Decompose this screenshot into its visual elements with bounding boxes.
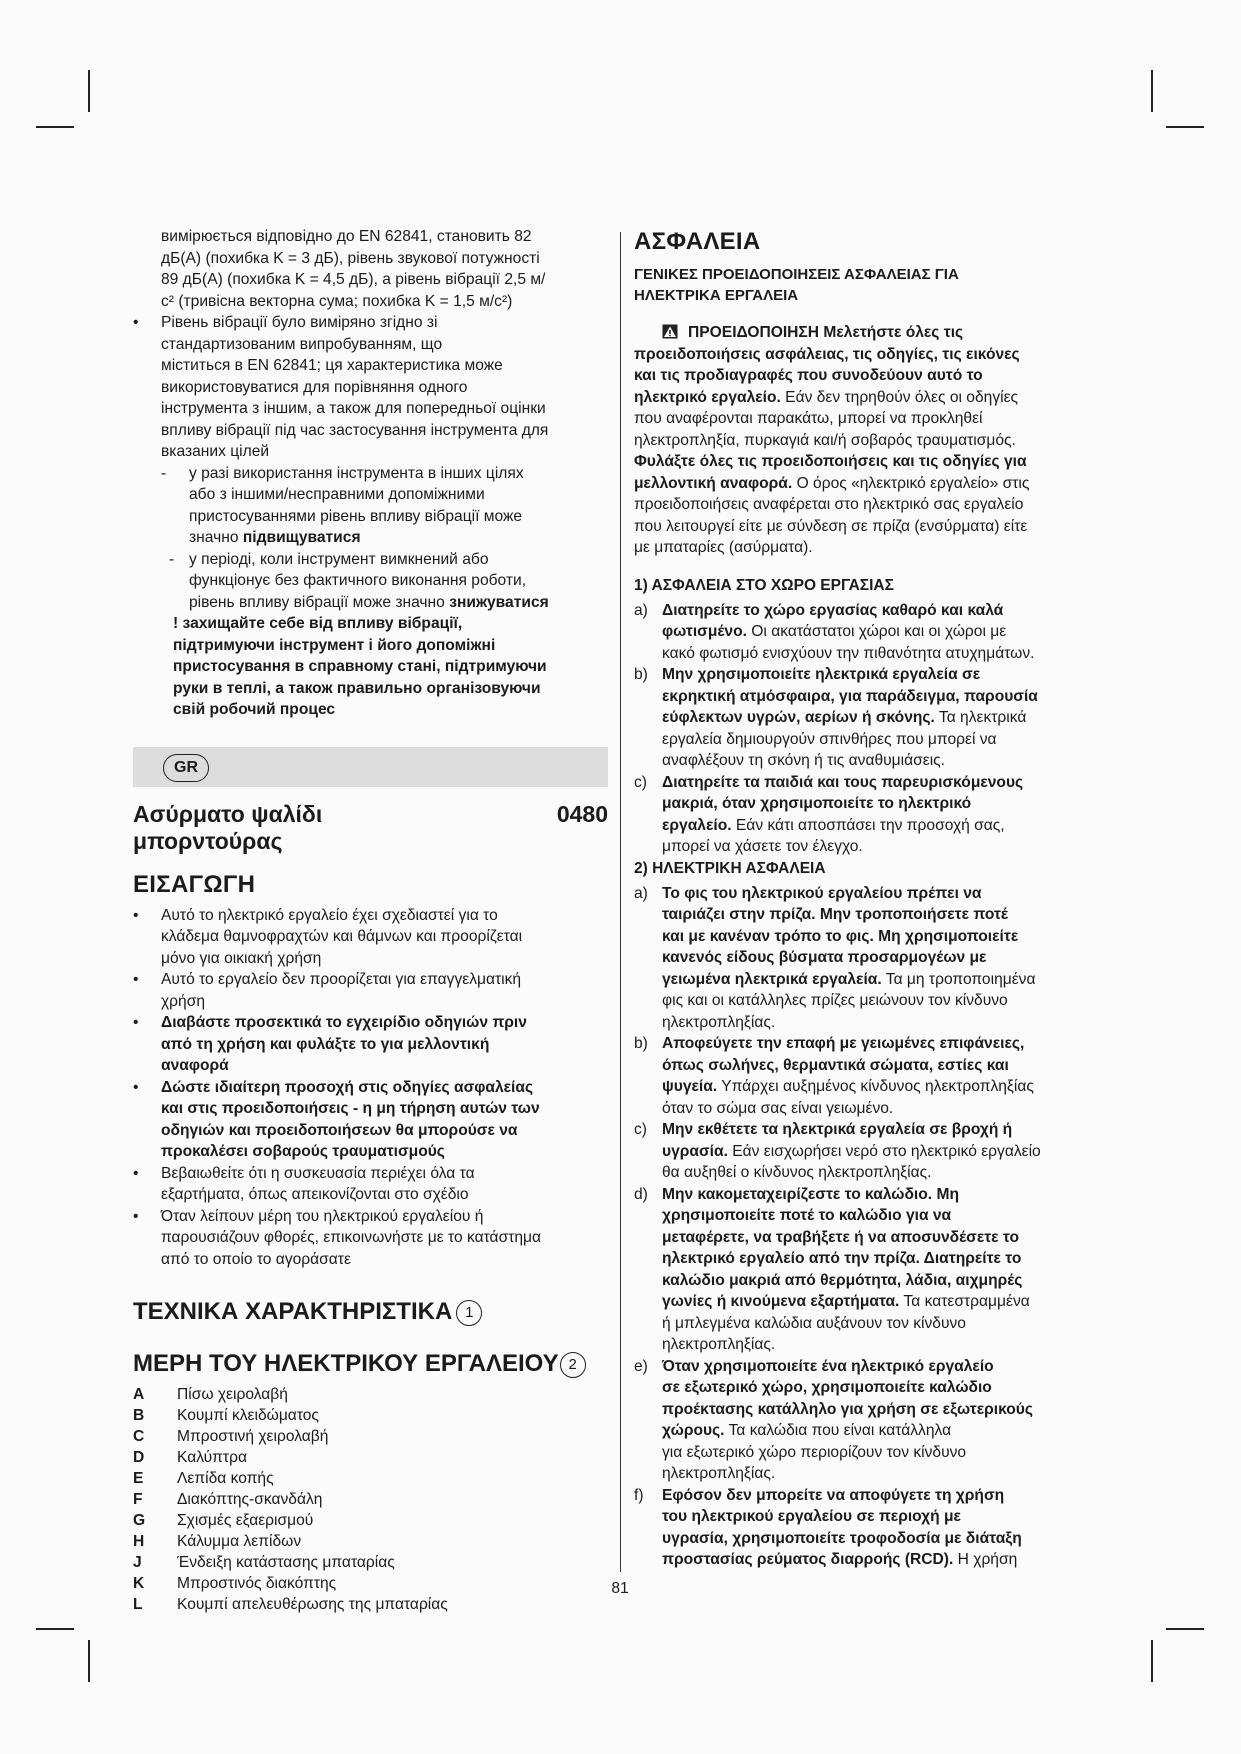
parts-key: B xyxy=(133,1407,145,1424)
text-line xyxy=(662,1076,1120,1098)
crop-mark xyxy=(88,1640,90,1682)
text-line: Αυτό το εργαλείο δεν προορίζεται για επαγγελματική xyxy=(161,971,522,988)
vibration-bullet xyxy=(133,312,608,463)
text-line: για εξωτερικό χώρο περιορίζουν τον κίνδυνο xyxy=(662,1443,967,1461)
parts-label: Κουμπί απελευθέρωσης της μπαταρίας xyxy=(177,1596,448,1613)
bullet-dot-icon: • xyxy=(133,906,139,924)
crop-mark xyxy=(1166,1628,1204,1630)
crop-mark xyxy=(88,70,90,112)
parts-label: Κάλυμμα λεπίδων xyxy=(177,1533,302,1550)
text-line: και τις προδιαγραφές που συνοδεύουν αυτό το xyxy=(634,367,983,384)
normal-text: Τα μη τροποποιημένα xyxy=(881,970,1036,988)
intro-bullet xyxy=(133,1077,608,1163)
crop-mark xyxy=(36,1628,74,1630)
parts-label: Λεπίδα κοπής xyxy=(177,1470,274,1487)
text-line: ΠΡΟΕΙΔΟΠΟΙΗΣΗ Μελετήστε όλες τις xyxy=(688,324,964,341)
parts-label: Πίσω χειρολαβή xyxy=(177,1386,288,1403)
text-line: μεταφέρετε, να τραβήξετε ή να αποσυνδέσετε το xyxy=(662,1228,1019,1246)
dash-item-decrease xyxy=(133,549,608,614)
parts-row xyxy=(133,1594,608,1615)
text-line: міститься в EN 62841; ця характеристика може xyxy=(161,357,503,374)
bold-text: ψυγεία. xyxy=(662,1078,718,1095)
text-line: Αυτό το ηλεκτρικό εργαλείο έχει σχεδιαστεί για το xyxy=(161,906,498,924)
text-line: κλάδεμα θαμνοφραχτών και θάμνων και προορίζεται xyxy=(161,928,523,945)
text-line: μακριά, όταν χρησιμοποιείτε το ηλεκτρικό xyxy=(662,795,972,812)
parts-label: Σχισμές εξαερισμού xyxy=(177,1512,314,1529)
item-letter: b) xyxy=(634,666,648,683)
normal-text: Η χρήση xyxy=(953,1551,1018,1568)
text-line: με μπαταρίες (ασύρματα). xyxy=(634,539,813,556)
normal-text: Εάν κάτι αποσπάσει την προσοχή σας, xyxy=(731,816,1005,834)
section-1-title: 1) ΑΣΦΑΛΕΙΑ ΣΤΟ ΧΩΡΟ ΕΡΓΑΣΙΑΣ xyxy=(634,576,894,594)
text-line: вимірюється відповідно до EN 62841, становить 82 xyxy=(161,228,532,245)
intro-bullet xyxy=(133,1206,608,1271)
parts-row xyxy=(133,1405,608,1426)
safety-item xyxy=(634,600,1120,665)
text-line: Φυλάξτε όλες τις προειδοποιήσεις και τις οδηγίες για xyxy=(634,453,1027,470)
language-badge: GR xyxy=(163,754,209,782)
parts-list xyxy=(133,1384,608,1615)
intro-bullet xyxy=(133,1012,608,1077)
normal-text: Οι ακατάστατοι χώροι και οι χώροι με xyxy=(746,623,1007,640)
intro-bullet-list xyxy=(133,905,608,1271)
intro-heading: ΕΙΣΑΓΩΓΗ xyxy=(133,870,256,898)
normal-text: Εάν εισχωρήσει νερό στο ηλεκτρικό εργαλείο xyxy=(727,1142,1041,1160)
text-line: εξαρτήματα, όπως απεικονίζονται στο σχέδιο xyxy=(161,1186,469,1203)
text-line: пристосування в справному стані, підтримуючи xyxy=(173,658,547,675)
bold-text: εργαλείο. xyxy=(662,816,732,834)
bold-text: ηλεκτρικό εργαλείο. xyxy=(634,388,781,406)
text-line: εργαλεία δημιουργούν σπινθήρες που μπορεί να xyxy=(662,730,997,748)
parts-row xyxy=(133,1384,608,1405)
text-line: або з іншими/несправними допоміжними xyxy=(189,486,485,503)
parts-row xyxy=(133,1510,608,1531)
warning-paragraph xyxy=(634,322,1120,559)
text-line: у разі використання інструмента в інших цілях xyxy=(189,464,524,482)
section-1-list xyxy=(634,600,1120,858)
text-line: κακό φωτισμό ενισχύουν την πιθανότητα ατυχημάτων. xyxy=(662,644,1035,662)
text-line: ή μπλεγμένα καλώδια αυξάνουν τον κίνδυνο xyxy=(662,1314,966,1332)
safety-item xyxy=(634,1184,1120,1356)
bold-text: γωνίες ή κινούμενα εξαρτήματα. xyxy=(662,1293,900,1310)
text-line: Διατηρείτε τα παιδιά και τους παρευρισκόμενους xyxy=(662,773,1024,791)
right-column xyxy=(634,226,1120,1571)
parts-key: A xyxy=(133,1386,145,1403)
item-letter: e) xyxy=(634,1357,648,1375)
bold-text: χώρους. xyxy=(662,1422,725,1439)
parts-key: L xyxy=(133,1596,143,1613)
text-line xyxy=(662,1420,1120,1442)
product-title-line: μπορντούρας xyxy=(133,827,283,854)
product-title-line: Ασύρματο ψαλίδι xyxy=(133,800,323,827)
text-line: ΗΛΕΚΤΡΙΚΑ ΕΡΓΑΛΕΙΑ xyxy=(634,287,799,304)
normal-text: Τα καλώδια που είναι κατάλληλα xyxy=(724,1422,952,1439)
bold-text: μελλοντική αναφορά. xyxy=(634,474,793,492)
section-2-list xyxy=(634,883,1120,1571)
text-line: ! захищайте себе від впливу вібрації, xyxy=(173,615,463,632)
text-line: Рівень вібрації було виміряно згідно зі xyxy=(161,314,438,331)
text-line: Όταν χρησιμοποιείτε ένα ηλεκτρικό εργαλείο xyxy=(662,1357,994,1375)
dash-item-increase xyxy=(133,463,608,549)
text-line: рівень впливу вібрації може значно xyxy=(189,593,445,611)
parts-row xyxy=(133,1573,608,1594)
text-line: από το οποίο το αγοράσατε xyxy=(161,1250,351,1268)
text-line: Μην χρησιμοποιείτε ηλεκτρικά εργαλεία σε xyxy=(662,666,981,683)
text-line: Το φις του ηλεκτρικού εργαλείου πρέπει να xyxy=(662,884,982,902)
safety-item xyxy=(634,772,1120,858)
text-line: свій робочий процес xyxy=(173,701,336,718)
parts-heading xyxy=(133,1350,608,1378)
bullet-dot-icon: • xyxy=(133,1207,139,1225)
parts-row xyxy=(133,1468,608,1489)
text-line: 89 дБ(A) (похибка K = 4,5 дБ), а рівень вібрації 2,5 м/ xyxy=(161,271,546,288)
figure-ref: 1 xyxy=(456,1300,482,1326)
text-line: μπορεί να χάσετε τον έλεγχο. xyxy=(662,838,863,855)
bullet-dot-icon: • xyxy=(133,1014,139,1031)
text-line: χρήση xyxy=(161,992,206,1010)
text-line: пристосуваннями рівень впливу вібрації може xyxy=(189,507,523,525)
parts-label: Μπροστινή χειρολαβή xyxy=(177,1428,329,1445)
text-line: Διατηρείτε το χώρο εργασίας καθαρό και καλά xyxy=(662,601,1004,619)
text-line: και στις προειδοποιήσεις - η μη τήρηση αυτών των xyxy=(161,1100,540,1117)
parts-key: C xyxy=(133,1428,145,1445)
text-line: Μην κακομεταχειρίζεστε το καλώδιο. Μη xyxy=(662,1185,959,1203)
bold-text: προστασίας ρεύματος διαρροής (RCD). xyxy=(662,1551,954,1568)
text-line: μόνο για οικιακή χρήση xyxy=(161,949,322,967)
safety-item xyxy=(634,664,1120,772)
product-title xyxy=(133,801,608,855)
item-letter: c) xyxy=(634,1121,647,1138)
text-line: προειδοποιήσεις ασφάλειας, τις οδηγίες, τις εικόνες xyxy=(634,345,1020,363)
safety-heading: ΑΣΦΑΛΕΙΑ xyxy=(634,228,761,255)
text-line: стандартизованим випробуванням, що xyxy=(161,335,443,353)
parts-key: G xyxy=(133,1512,146,1529)
text-line: значно xyxy=(189,529,239,546)
text-line: σε εξωτερικό χώρο, χρησιμοποιείτε καλώδιο xyxy=(662,1379,992,1396)
item-letter: c) xyxy=(634,773,647,791)
parts-key: D xyxy=(133,1449,145,1466)
parts-row xyxy=(133,1426,608,1447)
bold-text: υγρασία. xyxy=(662,1142,728,1160)
intro-bullet xyxy=(133,905,608,970)
bold-text: φωτισμένο. xyxy=(662,623,747,640)
text-line: προκαλέσει σοβαρούς τραυματισμούς xyxy=(161,1143,445,1160)
text-line: с² (тривісна векторна сума; похибка K = 1,5 м/с²) xyxy=(161,292,513,310)
crop-mark xyxy=(1151,70,1153,112)
text-line: παρουσιάζουν φθορές, επικοινωνήστε με το κατάστημα xyxy=(161,1229,542,1246)
text-line: αναφορά xyxy=(161,1057,229,1074)
text-line: από τη χρήση και φυλάξτε το για μελλοντική xyxy=(161,1035,490,1053)
left-column xyxy=(133,226,608,1615)
text-line: використовуватися для порівняння одного xyxy=(161,378,468,396)
page-number: 81 xyxy=(611,1580,629,1597)
crop-mark xyxy=(36,126,74,128)
text-line: інструмента з іншим, а також для попередньої оцінки xyxy=(161,400,546,417)
parts-key: E xyxy=(133,1470,144,1487)
text-line xyxy=(662,621,1120,643)
item-letter: f) xyxy=(634,1486,644,1504)
text-line xyxy=(662,1549,1120,1571)
specs-heading xyxy=(133,1298,608,1326)
bullet-dot-icon: • xyxy=(133,1078,139,1096)
text-line: Βεβαιωθείτε ότι η συσκευασία περιέχει όλα τα xyxy=(161,1164,475,1182)
language-bar xyxy=(133,747,608,787)
text-line xyxy=(662,707,1120,729)
parts-row xyxy=(133,1447,608,1468)
item-letter: a) xyxy=(634,884,648,902)
text-line: φις και οι κατάλληλες πρίζες μειώνουν τον κίνδυνο xyxy=(662,992,1008,1009)
text-line: Δώστε ιδιαίτερη προσοχή στις οδηγίες ασφαλείας xyxy=(161,1078,534,1096)
parts-key: J xyxy=(133,1554,142,1571)
parts-key: H xyxy=(133,1533,145,1550)
normal-text: Τα κατεστραμμένα xyxy=(899,1293,1030,1310)
text-line: ηλεκτροπληξίας. xyxy=(662,1013,776,1031)
safety-item xyxy=(634,1356,1120,1485)
bold-word: знижуватися xyxy=(449,593,549,611)
parts-key: K xyxy=(133,1575,145,1592)
crop-mark xyxy=(1151,1640,1153,1682)
text-line: у періоді, коли інструмент вимкнений або xyxy=(189,550,489,568)
parts-key: F xyxy=(133,1491,143,1508)
normal-text: Τα ηλεκτρικά xyxy=(934,709,1027,726)
normal-text: Εάν δεν τηρηθούν όλες οι οδηγίες xyxy=(780,388,1019,406)
text-line: впливу вібрації під час застосування інструмента для xyxy=(161,421,549,439)
continuation-paragraph xyxy=(133,226,608,312)
text-line: καλώδιο μακριά από θερμότητα, λάδια, αιχμηρές xyxy=(662,1271,1023,1289)
text-line: θα αυξηθεί ο κίνδυνος ηλεκτροπληξίας. xyxy=(662,1164,932,1181)
text-line: ηλεκτροπληξίας. xyxy=(662,1465,776,1482)
text-line: ταιριάζει στην πρίζα. Μην τροποποιήσετε ποτέ xyxy=(662,906,1008,923)
text-line xyxy=(662,969,1120,991)
text-line: Όταν λείπουν μέρη του ηλεκτρικού εργαλείου ή xyxy=(161,1207,484,1225)
safety-item xyxy=(634,883,1120,1034)
dash-icon: - xyxy=(161,464,167,482)
text-line: вказаних цілей xyxy=(161,443,270,460)
column-divider xyxy=(620,232,621,1572)
product-code: 0480 xyxy=(556,800,608,827)
safety-item xyxy=(634,1033,1120,1119)
item-letter: b) xyxy=(634,1035,648,1052)
text-line: Αποφεύγετε την επαφή με γειωμένες επιφάνειες, xyxy=(662,1035,1025,1052)
parts-heading-text: ΜΕΡΗ ΤΟΥ ΗΛΕΚΤΡΙΚΟΥ ΕΡΓΑΛΕΙΟΥ xyxy=(133,1350,559,1377)
text-line: Μην εκθέτετε τα ηλεκτρικά εργαλεία σε βροχή ή xyxy=(662,1121,1013,1138)
text-line: функціонує без фактичного виконання роботи, xyxy=(189,572,527,589)
bold-text: εύφλεκτων υγρών, αερίων ή σκόνης. xyxy=(662,709,935,726)
text-line: підтримуючи інструмент і його допоміжні xyxy=(173,636,496,654)
text-line xyxy=(662,1141,1120,1163)
intro-bullet xyxy=(133,1163,608,1206)
text-line: αναφλέξουν τη σκόνη ή τις αναθυμιάσεις. xyxy=(662,752,946,769)
text-line: руки в теплі, а також правильно організовуючи xyxy=(173,679,541,697)
dash-icon: - xyxy=(169,550,175,568)
item-letter: d) xyxy=(634,1185,648,1203)
normal-text: Ο όρος «ηλεκτρικό εργαλείο» στις xyxy=(792,474,1030,492)
item-letter: a) xyxy=(634,601,648,619)
parts-row xyxy=(133,1552,608,1573)
text-line: του ηλεκτρικού εργαλείου σε περιοχή με xyxy=(662,1508,961,1525)
text-line: ηλεκτροπληξία, πυρκαγιά και/ή σοβαρός τραυματισμός. xyxy=(634,431,1016,449)
bold-word: підвищуватися xyxy=(242,529,361,546)
protect-note xyxy=(133,613,608,721)
text-line: εκρηκτική ατμόσφαιρα, για παράδειγμα, παρουσία xyxy=(662,687,1038,705)
text-line: προέκτασης κατάλληλο για χρήση σε εξωτερικούς xyxy=(662,1400,1033,1418)
specs-heading-text: ΤΕΧΝΙΚΑ ΧΑΡΑΚΤΗΡΙΣΤΙΚΑ xyxy=(133,1298,453,1325)
text-line: που αναφέρονται παρακάτω, μπορεί να προκληθεί xyxy=(634,410,983,427)
text-line: όταν το σώμα σας είναι γειωμένο. xyxy=(662,1099,894,1117)
text-line: дБ(A) (похибка K = 3 дБ), рівень звукової потужності xyxy=(161,249,540,267)
parts-label: Καλύπτρα xyxy=(177,1449,247,1466)
text-line: Εφόσον δεν μπορείτε να αποφύγετε τη χρήση xyxy=(662,1486,1005,1504)
text-line xyxy=(662,1291,1120,1313)
section-2-title: 2) ΗΛΕΚΤΡΙΚΗ ΑΣΦΑΛΕΙΑ xyxy=(634,859,826,877)
bullet-dot-icon: • xyxy=(133,314,139,331)
parts-row xyxy=(133,1531,608,1552)
bullet-dot-icon: • xyxy=(133,1164,139,1182)
text-line: και με κανέναν τρόπο το φις. Μη χρησιμοποιείτε xyxy=(662,927,1019,945)
figure-ref: 2 xyxy=(560,1352,586,1378)
parts-label: Μπροστινός διακόπτης xyxy=(177,1575,337,1592)
text-line: ΓΕΝΙΚΕΣ ΠΡΟΕΙΔΟΠΟΙΗΣΕΙΣ ΑΣΦΑΛΕΙΑΣ ΓΙΑ xyxy=(634,266,959,283)
text-line: ηλεκτρικό εργαλείο από την πρίζα. Διατηρείτε το xyxy=(662,1250,1022,1267)
bullet-dot-icon: • xyxy=(133,971,139,988)
safety-item xyxy=(634,1119,1120,1184)
text-line: που λειτουργεί είτε με σύνδεση σε πρίζα (ενσύρματα) είτε xyxy=(634,517,1028,535)
text-line: κανενός είδους βύσματα προσαρμογέων με xyxy=(662,949,987,966)
text-line: ηλεκτροπληξίας. xyxy=(662,1336,776,1353)
text-line: Διαβάστε προσεκτικά το εγχειρίδιο οδηγιών πριν xyxy=(161,1014,527,1031)
parts-label: Κουμπί κλειδώματος xyxy=(177,1407,319,1424)
general-warnings-heading xyxy=(634,264,1120,306)
parts-label: Διακόπτης-σκανδάλη xyxy=(177,1491,323,1508)
text-line: υγρασία, χρησιμοποιείτε τροφοδοσία με διάταξη xyxy=(662,1529,1022,1547)
intro-bullet xyxy=(133,969,608,1012)
normal-text: Υπάρχει αυξημένος κίνδυνος ηλεκτροπληξίας xyxy=(717,1078,1034,1095)
text-line: όπως σωλήνες, θερμαντικά σώματα, εστίες και xyxy=(662,1056,1009,1074)
crop-mark xyxy=(1166,126,1204,128)
parts-row xyxy=(133,1489,608,1510)
parts-label: Ένδειξη κατάστασης μπαταρίας xyxy=(177,1554,395,1571)
text-line: χρησιμοποιείτε ποτέ το καλώδιο για να xyxy=(662,1207,952,1224)
safety-item xyxy=(634,1485,1120,1571)
text-line: οδηγιών και προειδοποιήσεων θα μπορούσε να xyxy=(161,1121,518,1139)
text-line: προειδοποιήσεις αναφέρεται στο ηλεκτρικό σας εργαλείο xyxy=(634,496,1024,513)
text-line xyxy=(662,815,1120,837)
bold-text: γειωμένα ηλεκτρικά εργαλεία. xyxy=(662,970,882,988)
warning-icon xyxy=(662,324,678,339)
